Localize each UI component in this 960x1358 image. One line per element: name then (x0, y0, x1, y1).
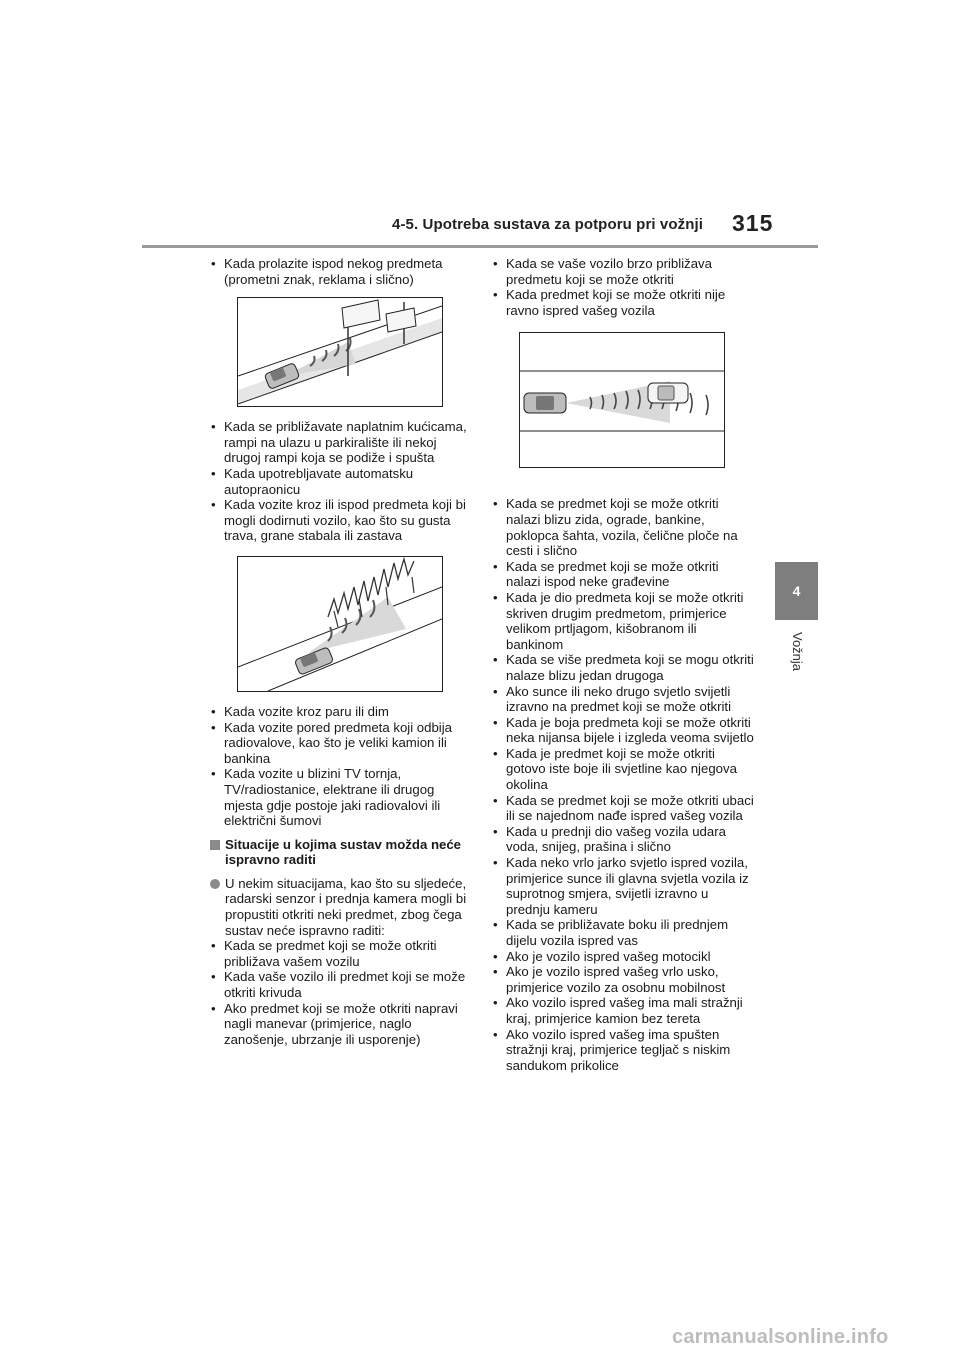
list-item: • Kada vozite kroz paru ili dim (210, 704, 468, 720)
list-item: • Kada neko vrlo jarko svjetlo ispred vozila, primjerice sunce ili glavna svjetla vozila iz suprotnog smjera, svijetli izravno u prednju kameru (492, 855, 754, 917)
list-item: • Kada je predmet koji se može otkriti gotovo iste boje ili svjetline kao njegova okolina (492, 746, 754, 793)
note-paragraph: U nekim situacijama, kao što su sljedeće, radarski senzor i prednja kamera mogli bi propustiti otkriti neki predmet, zbog čega sustav neće ispravno raditi: (210, 876, 468, 938)
left-list-3 (210, 704, 468, 829)
list-item: • Kada u prednji dio vašeg vozila udara voda, snijeg, prašina i slično (492, 824, 754, 855)
list-item: • Ako vozilo ispred vašeg ima spušten stražnji kraj, primjerice tegljač s niskim sandukom prikolice (492, 1027, 754, 1074)
list-item: • Ako predmet koji se može otkriti napravi nagli manevar (primjerice, naglo zanošenje, ubrzanje ili usporenje) (210, 1001, 468, 1048)
overhead-sign-illustration (238, 298, 442, 406)
watermark: carmanualsonline.info (672, 1326, 889, 1348)
left-list-4 (210, 938, 468, 1047)
right-list-2 (492, 496, 754, 1073)
list-item: • Kada upotrebljavate automatsku autopraonicu (210, 466, 468, 497)
list-item: • Kada predmet koji se može otkriti nije ravno ispred vašeg vozila (492, 287, 754, 318)
figure-tall-grass (237, 556, 443, 692)
header-divider (142, 245, 818, 248)
list-item: • Kada je boja predmeta koji se može otkriti neka nijansa bijele i izgleda veoma svijetlo (492, 715, 754, 746)
section-subheading: Situacije u kojima sustav možda neće ispravno raditi (210, 837, 468, 868)
left-intro-list (210, 256, 468, 287)
list-item: • Ako sunce ili neko drugo svjetlo svijetli izravno na predmet koji se može otkriti (492, 684, 754, 715)
list-item: • Kada se predmet koji se može otkriti nalazi blizu zida, ograde, bankine, poklopca šahta, vozila, čelične ploče na cesti i slično (492, 496, 754, 558)
figure-offset-vehicle (519, 332, 725, 468)
left-list-2 (210, 419, 468, 544)
right-intro-list (492, 256, 754, 318)
list-item: • Ako je vozilo ispred vašeg vrlo usko, primjerice vozilo za osobnu mobilnost (492, 964, 754, 995)
tall-grass-illustration (238, 557, 442, 691)
list-item: • Kada se predmet koji se može otkriti približava vašem vozilu (210, 938, 468, 969)
section-title: 4-5. Upotreba sustava za potporu pri vožnji (392, 216, 704, 233)
list-item: • Kada vozite pored predmeta koji odbija radiovalove, kao što je veliki kamion ili bankina (210, 720, 468, 767)
list-item: • Kada se predmet koji se može otkriti ubaci ili se najednom nađe ispred vašeg vozila (492, 793, 754, 824)
list-item: • Ako je vozilo ispred vašeg motocikl (492, 949, 754, 965)
page-number: 315 (732, 210, 774, 236)
list-item: • Kada se približavate boku ili prednjem dijelu vozila ispred vas (492, 917, 754, 948)
right-column (492, 256, 754, 1073)
chapter-tab[interactable]: 4 (775, 562, 818, 620)
figure-overhead-sign (237, 297, 443, 407)
list-item: • Kada vozite u blizini TV tornja, TV/radiostanice, elektrane ili drugog mjesta gdje postoje jaki radiovalovi ili električni šumovi (210, 766, 468, 828)
list-item: • Kada se približavate naplatnim kućicama, rampi na ulazu u parkiralište ili nekoj drugoj rampi koja se podiže i spušta (210, 419, 468, 466)
list-item: • Kada vaše vozilo ili predmet koji se može otkriti krivuda (210, 969, 468, 1000)
list-item: • Kada vozite kroz ili ispod predmeta koji bi mogli dodirnuti vozilo, kao što su gusta trava, grane stabala ili zastava (210, 497, 468, 544)
left-column (210, 256, 468, 1047)
list-item: • Kada se više predmeta koji se mogu otkriti nalaze blizu jedan drugoga (492, 652, 754, 683)
list-item: • Kada prolazite ispod nekog predmeta (prometni znak, reklama i slično) (210, 256, 468, 287)
list-item: • Ako vozilo ispred vašeg ima mali stražnji kraj, primjerice kamion bez tereta (492, 995, 754, 1026)
list-item: • Kada je dio predmeta koji se može otkriti skriven drugim predmetom, primjerice velikom prtljagom, kišobranom ili bankinom (492, 590, 754, 652)
offset-vehicle-illustration (520, 333, 724, 467)
list-item: • Kada se predmet koji se može otkriti nalazi ispod neke građevine (492, 559, 754, 590)
chapter-label: Vožnja (790, 632, 805, 672)
list-item: • Kada se vaše vozilo brzo približava predmetu koji se može otkriti (492, 256, 754, 287)
